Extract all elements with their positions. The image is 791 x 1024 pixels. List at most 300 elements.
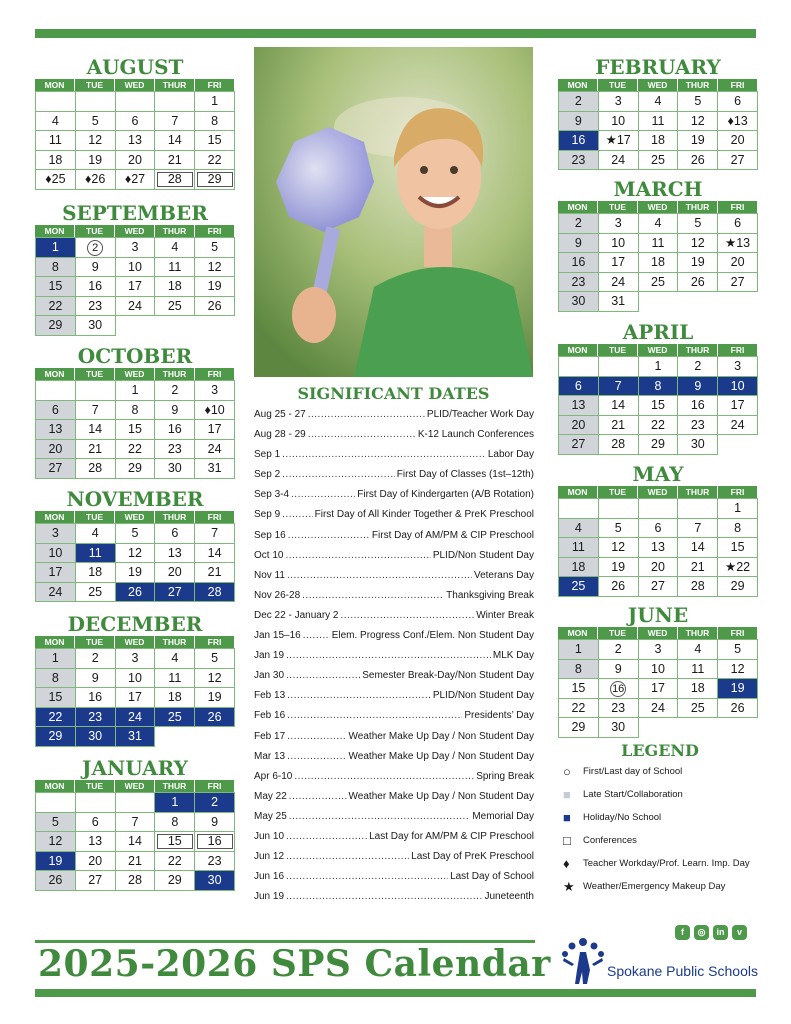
week-row: [36, 151, 235, 171]
day-cell: 20: [718, 131, 758, 151]
event-label: PLID/Teacher Work Day: [426, 409, 534, 420]
day-cell: 5: [195, 238, 235, 258]
day-cell: 25: [559, 577, 599, 597]
day-cell: 18: [639, 253, 679, 273]
week-row: [559, 234, 758, 254]
day-cell: 21: [155, 151, 195, 171]
day-header: WED: [638, 79, 678, 91]
day-cell: 4: [155, 649, 195, 669]
dot-leader: [302, 586, 444, 606]
month-calendar-may: [558, 462, 758, 597]
day-cell: 4: [639, 92, 679, 112]
day-cell: 7: [599, 377, 639, 397]
photo-boy-with-bubble-wand: [254, 47, 533, 377]
day-cell: 23: [599, 699, 639, 719]
legend-label: First/Last day of School: [583, 765, 683, 777]
day-cell: 31: [599, 292, 639, 312]
day-cell: 14: [76, 420, 116, 440]
event-label: First Day of Kindergarten (A/B Rotation): [357, 489, 534, 501]
day-cell: 8: [36, 258, 76, 278]
week-row: [559, 214, 758, 234]
event-label: Labor Day: [487, 449, 534, 461]
week-row: [559, 538, 758, 558]
day-cell: 16: [76, 688, 116, 708]
week-row: [559, 357, 758, 377]
day-cell: 12: [36, 832, 76, 852]
week-row: [36, 258, 235, 278]
day-grid: [35, 91, 235, 190]
day-cell: 3: [599, 214, 639, 234]
day-cell: 2: [559, 92, 599, 112]
day-header: FRI: [718, 79, 758, 91]
day-cell: 16: [76, 277, 116, 297]
significant-date-row: [254, 827, 534, 847]
day-cell: 5: [599, 519, 639, 539]
day-header: THUR: [155, 79, 195, 91]
day-cell: 28: [76, 459, 116, 479]
day-cell: 25: [678, 699, 718, 719]
day-cell: 12: [76, 131, 116, 151]
day-cell: 1: [36, 649, 76, 669]
event-label: Last Day of School: [450, 871, 534, 883]
day-grid: [558, 498, 758, 597]
day-cell: 6: [155, 524, 195, 544]
week-row: [36, 524, 235, 544]
sps-logo-icon: [560, 934, 606, 986]
day-cell: [599, 679, 639, 699]
dot-leader: [289, 807, 471, 827]
day-cell: 21: [195, 563, 235, 583]
day-cell: 9: [678, 377, 718, 397]
day-cell: 17: [599, 253, 639, 273]
day-header: MON: [35, 511, 75, 523]
date-label: Nov 26-28: [254, 589, 301, 601]
top-bar: [35, 29, 756, 38]
day-header: WED: [115, 79, 155, 91]
month-title: DECEMBER: [67, 612, 203, 636]
empty-day-cell: [155, 92, 195, 112]
day-cell: ♦27: [116, 170, 156, 190]
week-row: [36, 832, 235, 852]
day-grid: [35, 237, 235, 336]
day-header: THUR: [155, 511, 195, 523]
day-header: THUR: [678, 79, 718, 91]
day-cell: ♦26: [76, 170, 116, 190]
day-cell: 10: [116, 258, 156, 278]
day-cell: 15: [195, 131, 235, 151]
legend-label: Teacher Workday/Prof. Learn. Imp. Day: [583, 857, 750, 869]
day-cell: 29: [155, 871, 195, 891]
empty-day-cell: [639, 499, 679, 519]
week-row: [36, 583, 235, 603]
day-cell: 22: [36, 708, 76, 728]
event-label: First Day of All Kinder Together & PreK Preschool: [314, 509, 534, 521]
day-cell: 28: [195, 583, 235, 603]
event-label: Presidents’ Day: [464, 710, 534, 722]
legend-label: Weather/Emergency Makeup Day: [583, 880, 726, 892]
day-cell: 19: [718, 679, 758, 699]
day-cell: 9: [155, 401, 195, 421]
day-cell: 15: [718, 538, 758, 558]
day-cell: 30: [76, 727, 116, 747]
day-cell: 24: [116, 297, 156, 317]
day-cell: 24: [36, 583, 76, 603]
day-header: TUE: [75, 780, 115, 792]
conference-marker: 29: [197, 172, 233, 187]
day-cell: 3: [599, 92, 639, 112]
day-cell: 21: [678, 558, 718, 578]
day-cell: 27: [639, 577, 679, 597]
day-cell: 1: [116, 381, 156, 401]
day-cell: 30: [559, 292, 599, 312]
month-title: APRIL: [622, 320, 694, 344]
instagram-icon[interactable]: ◎: [694, 925, 709, 940]
day-cell: 24: [116, 708, 156, 728]
day-cell: 7: [76, 401, 116, 421]
week-row: [559, 718, 758, 738]
day-header-row: [35, 225, 235, 237]
day-cell: 12: [678, 112, 718, 132]
week-row: [36, 544, 235, 564]
day-cell: 5: [678, 92, 718, 112]
week-row: [559, 112, 758, 132]
day-cell: 13: [116, 131, 156, 151]
event-label: Semester Break-Day/Non Student Day: [362, 670, 534, 682]
empty-day-cell: [599, 357, 639, 377]
significant-date-row: [254, 767, 534, 787]
day-cell: 9: [76, 669, 116, 689]
day-header: MON: [558, 344, 598, 356]
dot-leader: [287, 706, 462, 726]
day-cell: 27: [559, 435, 599, 455]
day-cell: ♦10: [195, 401, 235, 421]
significant-date-row: [254, 465, 534, 485]
week-row: [36, 238, 235, 258]
blank-cell: [155, 316, 195, 336]
day-cell: 12: [678, 234, 718, 254]
week-row: [36, 297, 235, 317]
day-cell: 17: [36, 563, 76, 583]
significant-date-row: [254, 747, 534, 767]
day-cell: 19: [599, 558, 639, 578]
event-label: Memorial Day: [472, 810, 534, 822]
day-cell: 24: [639, 699, 679, 719]
month-title: AUGUST: [86, 55, 184, 79]
blank-cell: [678, 292, 718, 312]
dot-leader: [289, 787, 347, 807]
week-row: [559, 396, 758, 416]
day-cell: 14: [155, 131, 195, 151]
significant-date-row: [254, 546, 534, 566]
event-label: PLID/Non Student Day: [432, 549, 534, 561]
date-label: Oct 10: [254, 549, 284, 561]
day-cell: 24: [599, 273, 639, 293]
day-cell: 15: [36, 277, 76, 297]
day-cell: 18: [559, 558, 599, 578]
date-label: Sep 9: [254, 509, 281, 521]
day-cell: [155, 170, 195, 190]
day-cell: 20: [559, 416, 599, 436]
day-cell: 4: [639, 214, 679, 234]
day-cell: 25: [639, 151, 679, 171]
significant-date-row: [254, 686, 534, 706]
significant-date-row: [254, 807, 534, 827]
month-calendar-january: [35, 756, 235, 891]
day-cell: 9: [195, 813, 235, 833]
month-title: NOVEMBER: [66, 487, 204, 511]
legend-label: Late Start/Collaboration: [583, 788, 683, 800]
day-header: WED: [638, 344, 678, 356]
date-label: Nov 11: [254, 569, 285, 581]
week-row: [36, 401, 235, 421]
day-header: WED: [638, 627, 678, 639]
day-cell: ♦13: [718, 112, 758, 132]
day-cell: 14: [678, 538, 718, 558]
event-label: Veterans Day: [473, 569, 534, 581]
blank-cell: [678, 718, 718, 738]
day-cell: 23: [678, 416, 718, 436]
blank-cell: [639, 292, 679, 312]
day-cell: 19: [116, 563, 156, 583]
date-label: Sep 1: [254, 449, 281, 461]
day-cell: 27: [76, 871, 116, 891]
day-cell: 9: [599, 660, 639, 680]
day-cell: 7: [155, 112, 195, 132]
day-header: MON: [35, 368, 75, 380]
day-cell: 26: [36, 871, 76, 891]
day-cell: 19: [195, 277, 235, 297]
day-cell: 5: [36, 813, 76, 833]
date-label: Mar 13: [254, 750, 286, 762]
day-cell: 5: [678, 214, 718, 234]
month-calendar-november: [35, 487, 235, 602]
page-title: 2025-2026 SPS Calendar: [38, 943, 551, 985]
date-label: Feb 17: [254, 730, 286, 742]
day-header: THUR: [155, 636, 195, 648]
month-title: JUNE: [627, 603, 689, 627]
day-grid: [35, 648, 235, 747]
day-cell: 6: [36, 401, 76, 421]
day-cell: 5: [76, 112, 116, 132]
day-header-row: [558, 79, 758, 91]
day-header: MON: [558, 627, 598, 639]
day-cell: 10: [718, 377, 758, 397]
day-cell: 8: [639, 377, 679, 397]
event-label: Thanksgiving Break: [446, 589, 534, 601]
month-calendar-february: [558, 55, 758, 170]
day-cell: 9: [559, 112, 599, 132]
day-cell: 26: [678, 151, 718, 171]
date-label: Jan 19: [254, 650, 285, 662]
month-calendar-october: [35, 344, 235, 479]
day-cell: 3: [195, 381, 235, 401]
dot-leader: [288, 526, 370, 546]
day-header: TUE: [75, 368, 115, 380]
day-cell: 2: [195, 793, 235, 813]
dot-leader: [282, 445, 486, 465]
circle-icon: ○: [563, 763, 571, 779]
day-cell: 2: [599, 640, 639, 660]
day-cell: [155, 832, 195, 852]
day-cell: 26: [195, 297, 235, 317]
week-row: [36, 316, 235, 336]
blank-cell: [195, 727, 235, 747]
dot-leader: [291, 485, 355, 505]
blank-cell: [116, 316, 156, 336]
week-row: [559, 435, 758, 455]
day-header: WED: [115, 225, 155, 237]
dot-leader: [294, 767, 474, 787]
date-label: Jun 12: [254, 851, 285, 863]
day-header: FRI: [195, 225, 235, 237]
day-cell: 11: [76, 544, 116, 564]
day-header: THUR: [155, 368, 195, 380]
day-cell: 13: [36, 420, 76, 440]
day-cell: 21: [76, 440, 116, 460]
week-row: [559, 273, 758, 293]
day-header: WED: [115, 368, 155, 380]
day-header: MON: [558, 201, 598, 213]
event-label: First Day of AM/PM & CIP Preschool: [371, 529, 534, 541]
day-cell: 13: [559, 396, 599, 416]
day-header-row: [558, 486, 758, 498]
dot-leader: [282, 465, 395, 485]
day-grid: [35, 523, 235, 602]
date-label: May 22: [254, 790, 287, 802]
day-header: THUR: [678, 344, 718, 356]
day-cell: 13: [155, 544, 195, 564]
day-cell: ♦25: [36, 170, 76, 190]
day-cell: 29: [36, 316, 76, 336]
legend-item: [563, 806, 763, 829]
day-cell: 22: [195, 151, 235, 171]
event-label: Elem. Progress Conf./Elem. Non Student Day: [331, 630, 534, 642]
date-label: Jun 19: [254, 891, 285, 903]
day-cell: ★22: [718, 558, 758, 578]
day-cell: 15: [559, 679, 599, 699]
event-label: Juneteenth: [484, 891, 534, 903]
day-cell: 23: [76, 708, 116, 728]
legend-item: [563, 829, 763, 852]
day-cell: 13: [76, 832, 116, 852]
dot-leader: [287, 747, 346, 767]
week-row: [559, 92, 758, 112]
day-cell: 8: [116, 401, 156, 421]
conference-marker: 28: [157, 172, 193, 187]
facebook-icon[interactable]: f: [675, 925, 690, 940]
day-header-row: [35, 79, 235, 91]
day-header: THUR: [678, 486, 718, 498]
legend-list: [563, 760, 763, 898]
dot-leader: [285, 546, 430, 566]
day-cell: 26: [599, 577, 639, 597]
day-cell: 1: [718, 499, 758, 519]
day-cell: 22: [559, 699, 599, 719]
day-header: TUE: [598, 627, 638, 639]
day-cell: 6: [76, 813, 116, 833]
day-header: MON: [35, 79, 75, 91]
week-row: [36, 170, 235, 190]
conference-marker: 15: [157, 834, 193, 849]
day-header-row: [35, 636, 235, 648]
dot-leader: [282, 505, 312, 525]
day-header: TUE: [598, 486, 638, 498]
day-header: THUR: [155, 225, 195, 237]
date-label: Apr 6-10: [254, 770, 293, 782]
week-row: [559, 292, 758, 312]
month-calendar-april: [558, 320, 758, 455]
day-cell: 25: [639, 273, 679, 293]
event-label: First Day of Classes (1st–12th): [396, 469, 534, 481]
significant-date-row: [254, 505, 534, 525]
day-cell: 5: [195, 649, 235, 669]
day-cell: 20: [718, 253, 758, 273]
day-cell: 17: [718, 396, 758, 416]
day-cell: 22: [639, 416, 679, 436]
significant-date-row: [254, 727, 534, 747]
empty-day-cell: [599, 499, 639, 519]
date-label: Sep 16: [254, 529, 286, 541]
week-row: [36, 277, 235, 297]
week-row: [559, 679, 758, 699]
significant-date-row: [254, 787, 534, 807]
day-cell: 17: [639, 679, 679, 699]
day-cell: 14: [195, 544, 235, 564]
star-icon: ★: [563, 878, 575, 894]
significant-date-row: [254, 405, 534, 425]
day-cell: 22: [116, 440, 156, 460]
day-grid: [35, 380, 235, 479]
day-header-row: [558, 201, 758, 213]
empty-day-cell: [116, 793, 156, 813]
day-header: MON: [558, 79, 598, 91]
day-cell: 16: [155, 420, 195, 440]
empty-day-cell: [678, 499, 718, 519]
day-cell: 27: [36, 459, 76, 479]
week-row: [36, 708, 235, 728]
day-cell: 25: [76, 583, 116, 603]
vimeo-icon[interactable]: v: [732, 925, 747, 940]
dot-leader: [287, 566, 472, 586]
day-cell: 4: [155, 238, 195, 258]
day-header: THUR: [678, 627, 718, 639]
day-cell: 6: [639, 519, 679, 539]
day-cell: 11: [639, 234, 679, 254]
day-cell: 2: [155, 381, 195, 401]
linkedin-icon[interactable]: in: [713, 925, 728, 940]
significant-date-row: [254, 666, 534, 686]
dot-leader: [287, 727, 346, 747]
month-calendar-september: [35, 201, 235, 336]
week-row: [559, 558, 758, 578]
date-label: Dec 22 - January 2: [254, 609, 339, 621]
event-label: Spring Break: [476, 770, 534, 782]
week-row: [36, 727, 235, 747]
dot-leader: [341, 606, 475, 626]
date-label: Jan 30: [254, 670, 285, 682]
day-cell: 11: [36, 131, 76, 151]
day-header-row: [558, 627, 758, 639]
day-header: FRI: [718, 486, 758, 498]
day-cell: 15: [116, 420, 156, 440]
day-cell: 3: [116, 649, 156, 669]
day-cell: 20: [639, 558, 679, 578]
significant-date-row: [254, 425, 534, 445]
day-cell: 16: [559, 253, 599, 273]
legend-label: Conferences: [583, 834, 637, 846]
day-cell: 19: [36, 852, 76, 872]
day-cell: 19: [76, 151, 116, 171]
